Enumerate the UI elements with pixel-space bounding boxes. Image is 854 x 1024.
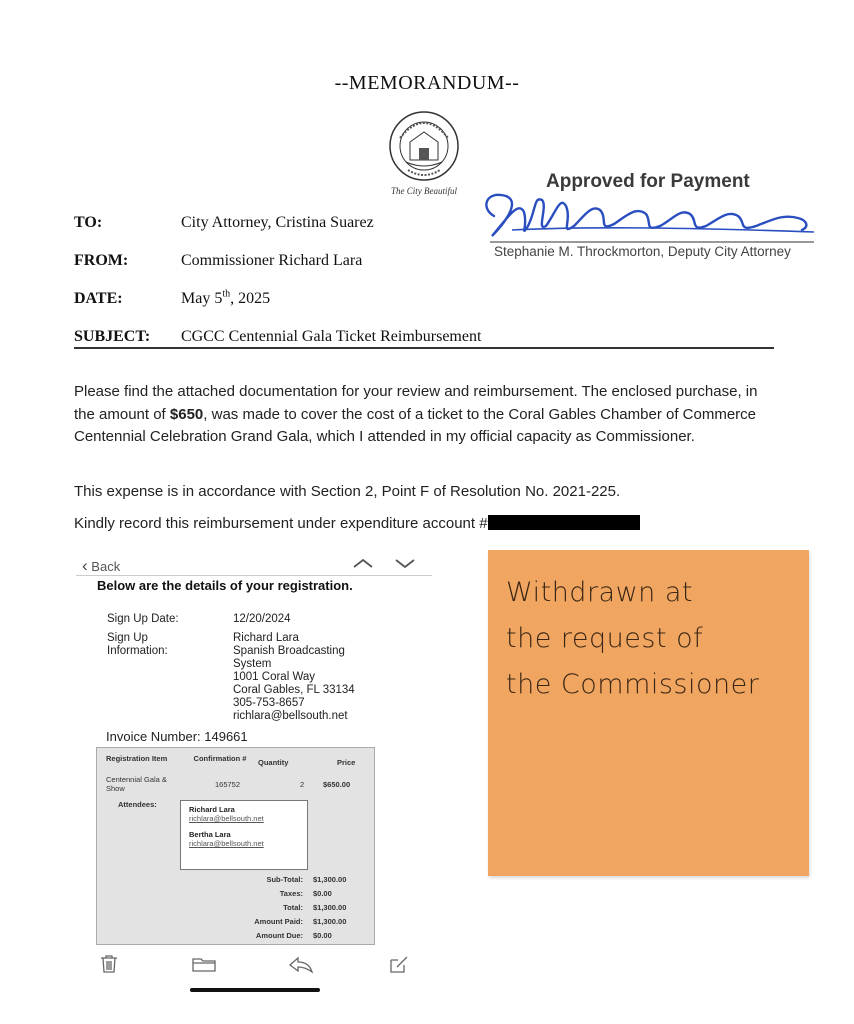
signup-date-value: 12/20/2024 — [233, 613, 291, 625]
signup-info-label: Sign Up Information: — [107, 632, 168, 657]
memo-title: --MEMORANDUM-- — [334, 72, 520, 94]
date-label: DATE: — [74, 290, 123, 307]
folder-icon[interactable] — [191, 954, 217, 974]
row-confirmation: 165752 — [215, 780, 241, 789]
sticky-note-text: Withdrawn at the request of the Commissioner — [506, 577, 760, 700]
prev-next-nav — [352, 557, 432, 569]
attendee-name: Bertha Lara — [189, 830, 231, 839]
redacted-account-number — [488, 515, 640, 530]
approver-name: Stephanie M. Throckmorton, Deputy City Attorney — [494, 244, 791, 259]
approval-stamp-title: Approved for Payment — [546, 171, 750, 192]
total-value: $1,300.00 — [313, 903, 347, 912]
compose-icon[interactable] — [388, 954, 410, 974]
chevron-down-icon — [396, 560, 414, 567]
body-paragraph-3: Kindly record this reimbursement under expenditure account # — [74, 513, 764, 536]
attendee-email[interactable]: richlara@bellsouth.net — [189, 814, 264, 823]
nav-divider — [76, 575, 432, 576]
date-value: May 5th, 2025 — [181, 288, 271, 307]
chevron-up-icon — [354, 560, 372, 567]
amount-due-label: Amount Due: — [255, 931, 303, 940]
taxes-label: Taxes: — [279, 889, 303, 898]
signup-info-value: Richard Lara Spanish Broadcasting System 1001 Coral Way Coral Gables, FL 33134 305-753-8657 richlara@bellsouth.net — [233, 632, 355, 722]
signup-date-label: Sign Up Date: — [107, 613, 179, 625]
subtotal-label: Sub-Total: — [266, 875, 303, 884]
subject-label: SUBJECT: — [74, 328, 151, 345]
total-label: Total: — [283, 903, 303, 912]
signature-icon — [476, 186, 816, 248]
attendee-name: Richard Lara — [189, 805, 235, 814]
from-label: FROM: — [74, 252, 129, 269]
chevron-left-icon: ‹ — [82, 556, 88, 575]
subject-value: CGCC Centennial Gala Ticket Reimbursement — [181, 328, 482, 345]
amount-due-value: $0.00 — [313, 931, 332, 940]
subtotal-value: $1,300.00 — [313, 875, 347, 884]
seal-caption: The City Beautiful — [391, 186, 457, 196]
from-value: Commissioner Richard Lara — [181, 252, 363, 269]
registration-heading: Below are the details of your registration. — [97, 578, 353, 593]
invoice-table — [96, 747, 375, 945]
taxes-value: $0.00 — [313, 889, 332, 898]
header-divider — [74, 347, 774, 349]
home-indicator — [190, 988, 320, 992]
row-price: $650.00 — [323, 780, 351, 789]
body-paragraph-1: Please find the attached documentation for your review and reimbursement. The enclosed purchase, in the amount of $650, was made to cover the cost of a ticket to the Coral Gables Chamber of Commerce Centennial Celebration Grand Gala, which I attended in my official capacity as Commissioner. — [74, 383, 758, 445]
attendees-list — [180, 800, 308, 870]
row-quantity: 2 — [300, 780, 305, 789]
amount-paid-label: Amount Paid: — [254, 917, 303, 926]
reply-icon[interactable] — [288, 954, 314, 974]
back-button[interactable]: ‹ Back — [82, 556, 121, 575]
invoice-number: Invoice Number: 149661 — [106, 729, 248, 744]
col-quantity: Quantity — [258, 758, 289, 767]
body-paragraph-2: This expense is in accordance with Section 2, Point F of Resolution No. 2021-225. — [74, 483, 621, 500]
col-registration-item: Registration Item — [106, 754, 168, 763]
attendees-label: Attendees: — [118, 800, 157, 809]
trash-icon[interactable] — [98, 954, 120, 974]
to-label: TO: — [74, 214, 103, 231]
sticky-note — [488, 550, 809, 876]
to-value: City Attorney, Cristina Suarez — [181, 214, 374, 231]
city-seal-icon — [386, 108, 462, 188]
col-price: Price — [337, 758, 356, 767]
registration-screenshot — [76, 548, 436, 998]
col-confirmation: Confirmation # — [193, 754, 247, 763]
amount-paid-value: $1,300.00 — [313, 917, 347, 926]
row-item: Centennial Gala & Show — [106, 775, 167, 793]
attendee-email[interactable]: richlara@bellsouth.net — [189, 839, 264, 848]
